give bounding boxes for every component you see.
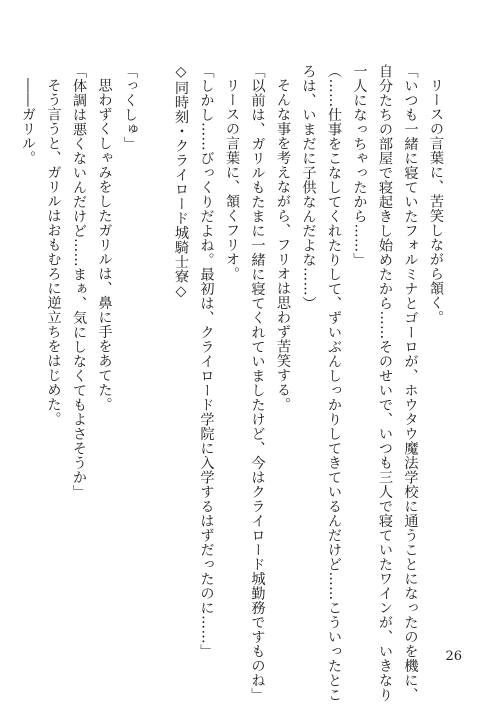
text-line: 思わずくしゃみをしたガリルは、鼻に手をあてた。: [96, 78, 113, 412]
text-line: リースの言葉に、頷くフリオ。: [224, 78, 240, 282]
page-number: 26: [445, 649, 462, 664]
text-line: リースの言葉に、苦笑しながら頷く。: [428, 78, 444, 325]
text-line: （……仕事をこなしてくれたりして、ずいぶんしっかりしてきているんだけど……こういったとこ: [326, 64, 342, 702]
text-line: そんな事を考えながら、フリオは思わず苦笑する。: [275, 78, 291, 412]
text-line: ろは、いまだに子供なんだよな……）: [300, 64, 317, 311]
text-line: 「っくしゅ」: [122, 64, 138, 151]
text-line: 「体調は悪くないんだけど……まぁ、気にしなくてもよさそうか」: [71, 64, 87, 499]
text-line: ――ガリル。: [20, 78, 36, 166]
vertical-text-body: [20, 64, 448, 702]
text-line: 一人になっちゃったから……」: [351, 64, 368, 267]
text-line: ◇同時刻・クライロード城騎士寮◇: [173, 64, 189, 300]
text-line: 「以前は、ガリルもたまに一緒に寝てくれていましたけど、今はクライロード城勤務ですものね」: [249, 64, 266, 702]
text-line: そう言うと、ガリルはおもむろに逆立ちをはじめた。: [45, 78, 62, 427]
text-line: 「しかし……びっくりだよね。最初は、クライロード学院に入学するはずだったのに……」: [198, 64, 215, 659]
text-line: 自分たちの部屋で寝起きし始めたから……そのせいで、いつも三人で寝ていたワインが、いきなり: [377, 64, 393, 702]
text-line: 「いつも一緒に寝ていたフォルミナとゴーロが、ホウタウ魔法学校に通うことになったのを機に、: [402, 64, 419, 702]
